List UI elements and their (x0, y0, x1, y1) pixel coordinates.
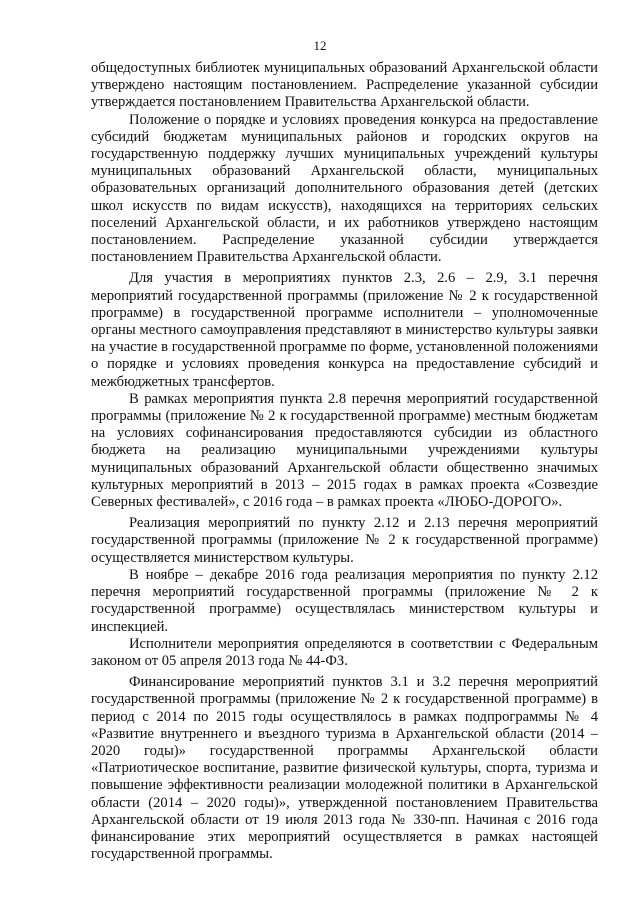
document-body (91, 60, 598, 863)
paragraph-financing: Финансирование мероприятий пунктов 3.1 и 3.2 перечня мероприятий государственной программы (приложение № 2 к государственной программе) в период с 2014 по 2015 годы осуществлялось в рамках подпрограммы № 4 «Развитие внутреннего и въездного туризма в Архангельской области (2014 – 2020 годы)» государственной программы Архангельской области «Патриотическое воспитание, развитие физической культуры, спорта, туризма и повышение эффективности реализации молодежной политики в Архангельской области (2014 – 2020 годы)», утвержденной постановлением Правительства Архангельской области от 19 июля 2013 года № 330-пп. Начиная с 2016 года финансирование этих мероприятий осуществляется в рамках настоящей государственной программы. (91, 674, 598, 863)
paragraph-continuation: общедоступных библиотек муниципальных образований Архангельской области утверждено настоящим постановлением. Распределение указанной субсидии утверждается постановлением Правительства Архангельской области. (91, 60, 598, 111)
page-number: 12 (313, 38, 327, 53)
paragraph-items-2-12-2-13: Реализация мероприятий по пункту 2.12 и 2.13 перечня мероприятий государственной программы (приложение № 2 к государственной программе) осуществляется министерством культуры. (91, 515, 598, 566)
paragraph-executors: Исполнители мероприятия определяются в соответствии с Федеральным законом от 05 апреля 2013 года № 44-ФЗ. (91, 635, 598, 669)
paragraph-participation: Для участия в мероприятиях пунктов 2.3, 2.6 – 2.9, 3.1 перечня мероприятий государственной программы (приложение № 2 к государственной программе) в государственной программе исполнители – уполномоченные органы местного самоуправления представляют в министерство культуры заявки на участие в государственной программе по форме, установленной положениями о порядке и условиях проведения конкурса на предоставление субсидий и межбюджетных трансфертов. (91, 270, 598, 390)
paragraph-contest-regulation: Положение о порядке и условиях проведения конкурса на предоставление субсидий бюджетам муниципальных районов и городских округов на государственную поддержку лучших муниципальных учреждений культуры муниципальных образований Архангельской области, муниципальных образовательных организаций дополнительного образования детей (детских школ искусств по видам искусств), находящихся на территориях сельских поселений Архангельской области, и их работников утверждено настоящим постановлением. Распределение указанной субсидии утверждается постановлением Правительства Архангельской области. (91, 111, 598, 266)
paragraph-november-december-2016: В ноябре – декабре 2016 года реализация мероприятия по пункту 2.12 перечня мероприятий государственной программы (приложение № 2 к государственной программе) осуществлялась министерством культуры и инспекцией. (91, 566, 598, 635)
paragraph-item-2-8: В рамках мероприятия пункта 2.8 перечня мероприятий государственной программы (приложение № 2 к государственной программе) местным бюджетам на условиях софинансирования предоставляются субсидии из областного бюджета на реализацию муниципальными учреждениями культуры муниципальных образований Архангельской области общественно значимых культурных мероприятий в 2013 – 2015 годах в рамках проекта «Созвездие Северных фестивалей», с 2016 года – в рамках проекта «ЛЮБО-ДОРОГО». (91, 390, 598, 511)
